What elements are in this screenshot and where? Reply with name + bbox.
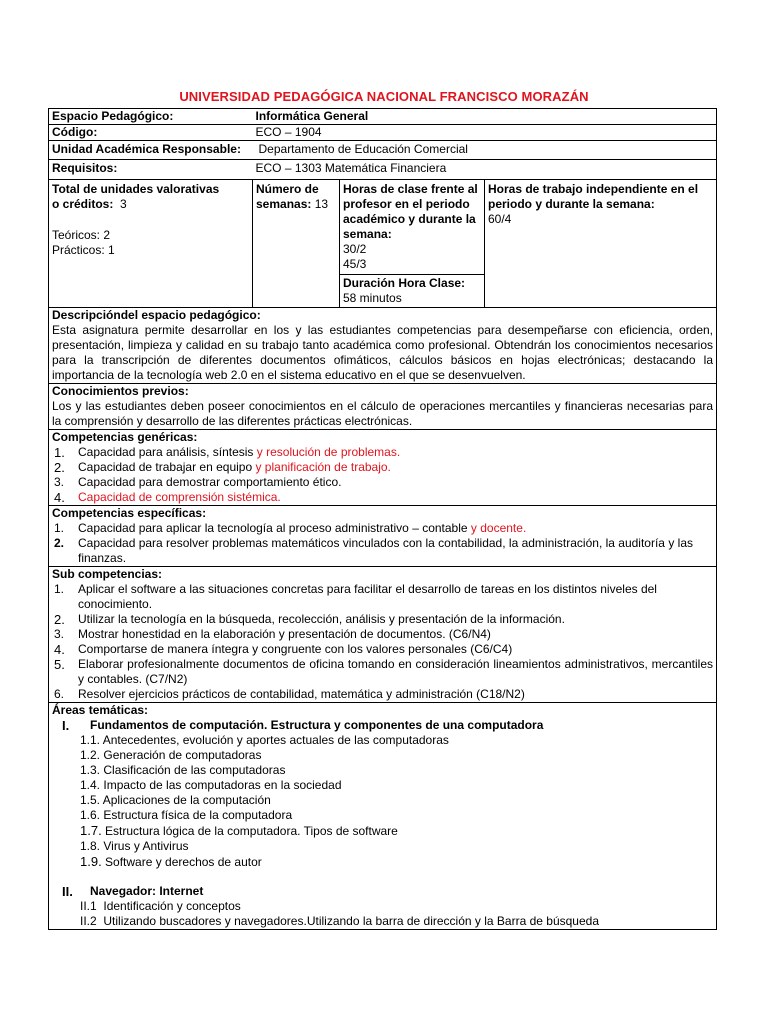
areas-cell <box>49 703 717 930</box>
sub-label: Sub competencias: <box>52 567 163 581</box>
horas-indep-label: Horas de trabajo independiente en el periodo y durante la semana: <box>488 182 699 211</box>
horas-clase-2: 45/3 <box>343 257 367 271</box>
descripcion-cell <box>49 308 717 384</box>
practicos: Prácticos: 1 <box>52 243 115 257</box>
previos-text: Los y las estudiantes deben poseer conocimientos en el cálculo de operaciones mercantiles y financieras necesarias para la comprensión y desarrollo de las diferentes prácticas electrónicas. <box>52 399 714 428</box>
list-item: 1.8. Virus y Antivirus <box>80 839 189 853</box>
list-item: 2. Utilizar la tecnología en la búsqueda, recolección, análisis y presentación de la información. <box>54 612 565 627</box>
genericas-list <box>52 445 713 505</box>
requisitos-label: Requisitos: <box>49 160 253 180</box>
row-descripcion <box>49 308 717 384</box>
espacio-label: Espacio Pedagógico: <box>49 109 253 125</box>
codigo-value: ECO – 1904 <box>253 125 717 141</box>
syllabus-table <box>48 108 716 930</box>
horas-clase-1: 30/2 <box>343 242 367 256</box>
requisitos-value: ECO – 1303 Matemática Financiera <box>253 160 717 180</box>
especificas-cell <box>49 506 717 567</box>
unidad-label: Unidad Académica Responsable: <box>49 141 253 160</box>
total-label-2: o créditos: <box>52 197 114 211</box>
list-item: 1.3. Clasificación de las computadoras <box>80 763 286 777</box>
horas-clase-cell <box>340 180 485 275</box>
genericas-cell <box>49 430 717 506</box>
row-especificas <box>49 506 717 567</box>
unit-1-list <box>52 733 713 870</box>
semanas-label-1: Número de <box>256 182 319 196</box>
descripcion-text: Esta asignatura permite desarrollar en los y las estudiantes competencias para desempeñarse con eficiencia, orden, presentación, limpieza y calidad en su trabajo tanto académica como profesional. Obtendrán los conocimientos necesarios para la transcripción de diferentes documentos ofimáticos, cálculos básicos en hojas electrónicas; destacando la importancia de la tecnología web 2.0 en el sistema educativo en el que se desenvuelven. <box>52 323 714 382</box>
list-item: II.1 Identificación y conceptos <box>80 899 241 913</box>
total-label-1: Total de unidades valorativas <box>52 182 220 196</box>
row-unidad <box>49 141 717 160</box>
unidad-value: Departamento de Educación Comercial <box>253 141 717 160</box>
semanas-value: 13 <box>314 197 329 211</box>
unit-2-list <box>52 899 713 929</box>
unit-1-heading: I. Fundamentos de computación. Estructura y componentes de una computadora <box>62 718 544 733</box>
especificas-label: Competencias específicas: <box>52 506 207 520</box>
list-item: 2. Capacidad de trabajar en equipo y planificación de trabajo. <box>54 460 391 475</box>
areas-label: Áreas temáticas: <box>52 703 149 717</box>
especificas-list <box>52 521 713 566</box>
list-item: 1.6. Estructura física de la computadora <box>80 808 293 822</box>
horas-indep-cell <box>485 180 717 308</box>
row-codigo <box>49 125 717 141</box>
row-credits <box>49 180 717 275</box>
row-espacio <box>49 109 717 125</box>
list-item: 1.5. Aplicaciones de la computación <box>80 793 271 807</box>
list-item: 6. Resolver ejercicios prácticos de contabilidad, matemática y administración (C18/N2) <box>54 687 525 701</box>
descripcion-label: Descripcióndel espacio pedagógico: <box>52 308 261 322</box>
horas-clase-label: Horas de clase frente al profesor en el periodo académico y durante la semana: <box>343 182 478 241</box>
list-item: 1.9. Software y derechos de autor <box>80 854 262 869</box>
list-item: 1.1. Antecedentes, evolución y aportes actuales de las computadoras <box>80 733 449 747</box>
row-sub <box>49 567 717 703</box>
credits-cell <box>49 180 253 308</box>
list-item: 5. Elaborar profesionalmente documentos de oficina tomando en consideración lineamientos administrativos, mercantiles y contables. (C7/N2) <box>54 657 714 686</box>
unit-2-heading: II. Navegador: Internet <box>62 884 204 899</box>
total-value: 3 <box>120 197 127 211</box>
espacio-value: Informática General <box>253 109 717 125</box>
list-item: 1. Capacidad para aplicar la tecnología al proceso administrativo – contable y docente. <box>54 521 527 535</box>
duracion-cell <box>340 275 485 308</box>
codigo-label: Código: <box>49 125 253 141</box>
row-genericas <box>49 430 717 506</box>
duracion-label: Duración Hora Clase: <box>343 276 466 290</box>
semanas-label-2: semanas: <box>256 197 312 211</box>
list-item: 3. Mostrar honestidad en la elaboración y presentación de documentos. (C6/N4) <box>54 627 491 641</box>
previos-cell <box>49 384 717 430</box>
list-item: 1. Aplicar el software a las situaciones concretas para facilitar el desarrollo de tareas en los distintos niveles del conocimiento. <box>54 582 657 611</box>
list-item: 1.2. Generación de computadoras <box>80 748 262 762</box>
previos-label: Conocimientos previos: <box>52 384 189 398</box>
university-title: UNIVERSIDAD PEDAGÓGICA NACIONAL FRANCISCO MORAZÁN <box>179 89 589 104</box>
list-item: 3. Capacidad para demostrar comportamiento ético. <box>54 475 342 489</box>
list-item: 4. Comportarse de manera íntegra y congruente con los valores personales (C6/C4) <box>54 642 513 657</box>
list-item: 1. Capacidad para análisis, síntesis y resolución de problemas. <box>54 445 401 460</box>
list-item: 2. Capacidad para resolver problemas matemáticos vinculados con la contabilidad, la administración, la auditoría y las finanzas. <box>54 536 693 565</box>
genericas-label: Competencias genéricas: <box>52 430 198 444</box>
list-item: II.2 Utilizando buscadores y navegadores.Utilizando la barra de dirección y la Barra de búsqueda <box>80 914 599 928</box>
list-item: 4. Capacidad de comprensión sistémica. <box>54 490 281 505</box>
horas-indep-value: 60/4 <box>488 212 512 226</box>
list-item: 1.7. Estructura lógica de la computadora. Tipos de software <box>80 823 398 838</box>
list-item: 1.4. Impacto de las computadoras en la sociedad <box>80 778 342 792</box>
sub-cell <box>49 567 717 703</box>
row-requisitos <box>49 160 717 180</box>
row-areas <box>49 703 717 930</box>
row-previos <box>49 384 717 430</box>
semanas-cell <box>253 180 340 308</box>
sub-list <box>52 582 713 702</box>
duracion-value: 58 minutos <box>343 291 402 305</box>
teoricos: Teóricos: 2 <box>52 228 111 242</box>
